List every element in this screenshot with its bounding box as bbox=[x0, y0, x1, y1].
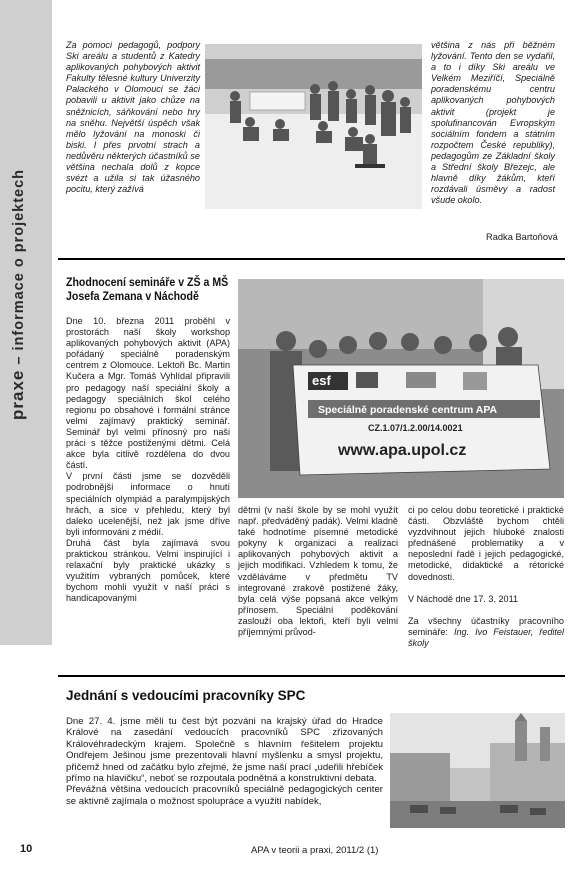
journal-info: APA v teorii a praxi, 2011/2 (1) bbox=[251, 845, 379, 856]
banner-url: www.apa.upol.cz bbox=[338, 442, 467, 459]
section-label bbox=[8, 169, 28, 420]
section-label-bold: praxe bbox=[8, 369, 27, 420]
article2-signature: Za všechny účastníky pracovního semináře: Ing. Ivo Feistauer, ředitel školy bbox=[408, 615, 564, 648]
section-sidebar bbox=[0, 0, 52, 645]
article3-title: Jednání s vedoucími pracovníky SPC bbox=[66, 688, 306, 703]
banner-project-code: CZ.1.07/1.2.00/14.0021 bbox=[368, 423, 463, 433]
seminar-group-photo-image bbox=[238, 279, 564, 498]
town-square-photo bbox=[390, 713, 565, 828]
banner-center-name: Speciálně poradenské centrum APA bbox=[318, 404, 498, 416]
section-divider-1 bbox=[58, 258, 565, 260]
top-article-col3: většina z nás při běžném lyžování. Tento den se vydařil, a to i díky Ski areálu ve Velkém Meziříčí, Speciálně poradenskému centru aplikovaných pohybových aktivit (projekt je spolufinancován Evropským sociálním fondem a státním rozpočtem České republiky), pedagogům ze Základní školy a Střední školy Březejc, ale hlavně díky žákům, kteří rozdávali úsměvy a radost všude okolo. bbox=[431, 40, 555, 206]
top-article-col1: Za pomoci pedagogů, podpory Ski areálu a studentů z Katedry aplikovaných pohybových aktivit Fakulty tělesné kultury Univerzity Palackého v Olomouci se žáci pobavili u aktivit jako chůze na sněžnicích, sáňkování nebo hry na sněhu. Největší úspěch však mělo lyžování na monoski či biski. I přes prvotní strach a nedůvěru některých účastníků se většina nechala dolů z kopce svézt a užila si tak úžasného pocitu, který zažívá bbox=[66, 40, 200, 195]
article2-title: Zhodnocení semináře v ZŠ a MŠ Josefa Zemana v Náchodě bbox=[66, 275, 229, 303]
ski-group-photo-image bbox=[205, 44, 422, 209]
section-divider-2 bbox=[58, 675, 565, 677]
banner-esf-logo: esf bbox=[312, 373, 331, 388]
article3-body: Dne 27. 4. jsme měli tu čest být pozváni na krajský úřad do Hradce Králové na zasedání vedoucích pracovníků SPC zřizovaných Královéhradeckým krajem. Společně s hlavním řešitelem projektu Ondřejem Ješinou jsme prezentovali hlavní myšlenku a smysl projektu, přičemž hned od začátku bylo zřejmé, že jsme naší prací „udeřili hřebíček přímo na hlavičku“, neboť se rozpoutala podnětná a konstruktivní debata. Převážná většina vedoucích pracovníků speciálně pedagogických center se aktivně zajímala o možnost spolupráce a využití nabídek, bbox=[66, 716, 383, 807]
ski-group-photo bbox=[205, 44, 422, 209]
page-number: 10 bbox=[20, 843, 33, 855]
article2-col3: ci po celou dobu teoretické i praktické části. Obzvláště bychom chtěli vyzdvihnout jejich hluboké znalosti přednášené problematiky a v neposlední řadě i jejich pedagogické, metodické, didaktické a rétorické dovednosti. V Náchodě dne 17. 3. 2011 Za všechny účastníky pracovního semináře: Ing. Ivo Feistauer, ředitel školy bbox=[408, 505, 564, 648]
seminar-group-photo bbox=[238, 279, 564, 498]
article2-col1: Dne 10. března 2011 proběhl v prostorách naší školy workshop aplikovaných pohybových aktivit (APA) pořádaný speciálně poradenským centrem z Olomouce. Lektoři Bc. Martin Kučera a Mgr. Tomáš Vyhlídal připravili pro pedagogy naší speciální školy a pedagogy speciálních škol celého regionu po obsahové i formální stránce velmi zajímavý praktický seminář. Seminář byl velmi přínosný pro naši práci s těžce postiženými dětmi. Celá akce byla citlivě rozdělena do dvou částí. V první části jsme se dozvěděli podrobnější informace o hnutí speciálních olympiád a paralympijských hrách, a sice v přehledu, který byl daleko ucelenější, než jak jsme dříve byli informováni z médií. Druhá část byla zajímavá svou praktickou stránkou. Velmi inspirující i relaxační byly praktické ukázky s využitím vybraných pomůcek, které bychom mohli využít v naší práci s handicapovanými bbox=[66, 316, 230, 604]
top-article-author: Radka Bartoňová bbox=[486, 232, 558, 242]
article2-col2: dětmi (v naší škole by se mohl využít např. předváděný padák). Velmi kladně také hodnotíme písemné metodické pokyny k organizaci a realizaci aplikovaných pohybových aktivit a jejich modifikaci. Vzhledem k tomu, že vzděláváme v předmětu TV integrované zrakově postižené žáky, byla celá výše popsaná akce velkým přínosem. Speciální poděkování zaslouží oba lektoři, kteří byli velmi příjemnými průvod- bbox=[238, 505, 398, 638]
town-square-photo-image bbox=[390, 713, 565, 828]
section-label-rest: – informace o projektech bbox=[11, 168, 27, 370]
